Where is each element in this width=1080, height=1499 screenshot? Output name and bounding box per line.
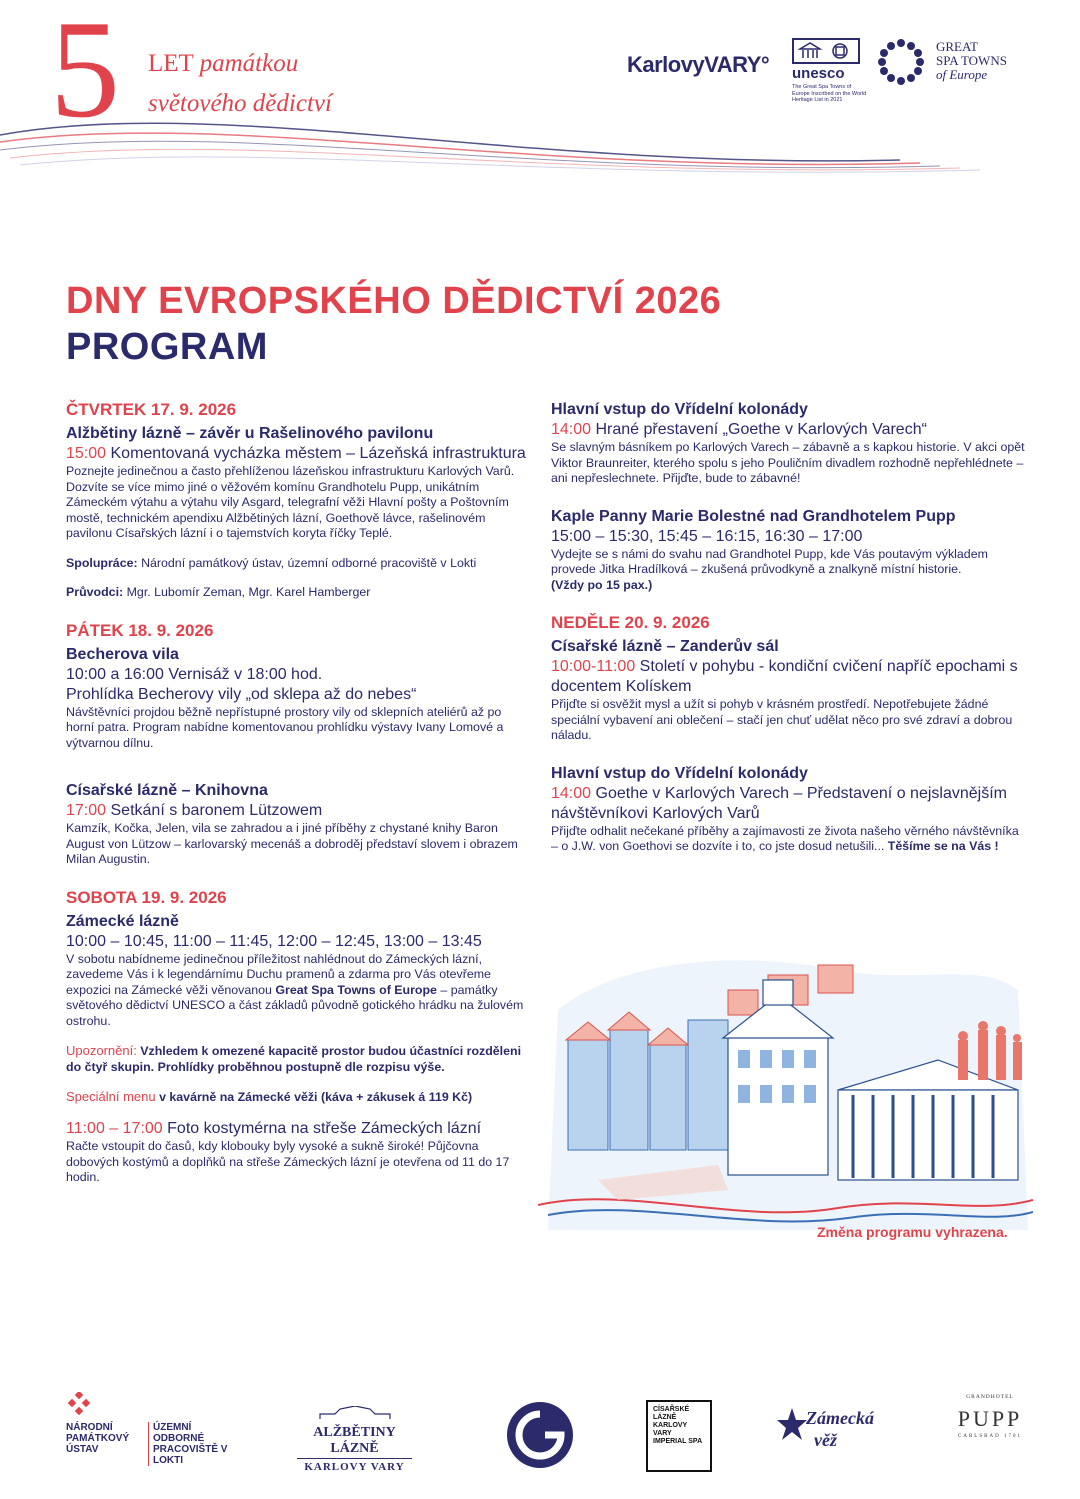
anniversary-let: LET bbox=[148, 50, 194, 77]
gst-line1: GREAT bbox=[936, 39, 978, 54]
event-times-zamecke: 10:00 – 10:45, 11:00 – 11:45, 12:00 – 12:45, 13:00 – 13:45 bbox=[66, 932, 482, 950]
great-spa-towns-flower-icon bbox=[877, 38, 925, 86]
guides-note bbox=[66, 585, 531, 601]
event-time: 14:00 bbox=[551, 784, 592, 802]
unesco-logo bbox=[792, 38, 867, 104]
day-heading-sunday: NEDĚLE 20. 9. 2026 bbox=[551, 613, 710, 632]
event-title: Foto kostymérna na střeše Zámeckých lázní bbox=[167, 1120, 482, 1137]
venue-vridelni-kolonada: Hlavní vstup do Vřídelní kolonády bbox=[551, 401, 808, 418]
karlovy-vary-logo: KarlovyVARY° bbox=[627, 52, 770, 77]
venue-becherova-vila: Becherova vila bbox=[66, 645, 179, 663]
npu-mark-icon bbox=[66, 1392, 96, 1418]
venue-kaple-pmb: Kaple Panny Marie Bolestné nad Grandhotelem Pupp bbox=[551, 507, 956, 525]
event-description: Poznejte jedinečnou a často přehlíženou lázeňskou infrastrukturu Karlových Varů. Dozvíte se více mimo jiné o věžovém komínu Grandhotelu Pupp, unikátním Zámeckém výtahu a výtahu vily Asgard, telegrafní věži Hlavní pošty a Poštovním mostě, technickém apendixu Alžbětiných lázní, Goethově lávce, rašelinovém pavilonu Císařských lázní i o tajemstvích koryta říčky Teplé. bbox=[66, 464, 515, 540]
cooperation-text: Národní památkový ústav, územní odborné pracoviště v Lokti bbox=[141, 555, 477, 570]
desc-part: Přijďte odhalit nečekané příběhy a zajímavosti ze života našeho věrného návštěvníka – o J.W. von Goethovi se dozvíte i to, co jste dosud netušili... bbox=[551, 823, 1019, 853]
desc-bold-gst: Great Spa Towns of Europe bbox=[275, 982, 437, 997]
event-title: Hrané přestavení „Goethe v Karlových Varech“ bbox=[595, 421, 927, 438]
vez-text: věž bbox=[814, 1430, 837, 1450]
unesco-temple-icon bbox=[792, 38, 860, 64]
event-time: 10:00-11:00 bbox=[551, 658, 636, 675]
guides-text: Mgr. Lubomír Zeman, Mgr. Karel Hamberger bbox=[126, 585, 371, 599]
venue-zamecke-lazne: Zámecké lázně bbox=[66, 912, 179, 930]
guides-label: Průvodci: bbox=[66, 585, 124, 599]
event-time: 14:00 bbox=[551, 421, 592, 438]
anniversary-pamatkou: památkou bbox=[199, 50, 299, 77]
alzbetiny-city: KARLOVY VARY bbox=[304, 1461, 405, 1473]
page-title: DNY EVROPSKÉHO DĚDICTVÍ 2026 bbox=[66, 280, 722, 322]
partner-logos bbox=[0, 1380, 1080, 1480]
g-circle-logo-icon bbox=[505, 1400, 575, 1470]
event-goethe-predstaveni bbox=[551, 784, 1026, 824]
warning-note bbox=[66, 1043, 531, 1075]
day-heading-thursday: ČTVRTEK 17. 9. 2026 bbox=[66, 400, 237, 419]
event-title: Komentovaná vycházka městem – Lázeňská infrastruktura bbox=[110, 445, 526, 462]
event-description-lutzow: Kamzík, Kočka, Jelen, vila se zahradou a i jiné příběhy z chystané knihy Baron August von Lützow – karlovarský mecenáš a dobroděj představí slovem i obrazem Milan Augustin. bbox=[66, 821, 518, 866]
pupp-name: PUPP bbox=[957, 1406, 1023, 1431]
event-title-becherova: Prohlídka Becherovy vily „od sklepa až do nebes“ bbox=[66, 685, 417, 703]
day-heading-saturday: SOBOTA 19. 9. 2026 bbox=[66, 887, 227, 907]
gst-line2: SPA TOWNS bbox=[936, 53, 1007, 68]
event-times-kaple: 15:00 – 15:30, 15:45 – 16:15, 16:30 – 17:00 bbox=[551, 527, 863, 545]
event-time: 15:00 bbox=[66, 445, 107, 462]
unesco-word: unesco bbox=[792, 65, 845, 82]
warning-label: Upozornění: bbox=[66, 1043, 137, 1058]
pupp-since: CARLSBAD 1701 bbox=[958, 1434, 1022, 1439]
great-spa-towns-logo bbox=[936, 40, 1007, 82]
program-change-note: Změna programu vyhrazena. bbox=[817, 1224, 1008, 1240]
karlovy-vary-illustration bbox=[538, 950, 1033, 1230]
event-description-pohyb: Přijďte si osvěžit mysl a užít si pohyb v krásném prostředí. Nepotřebujete žádné speciální vybavení ani oblečení – stačí jen chuť udělat něco pro své zdraví a dobrou náladu. bbox=[551, 697, 1013, 742]
event-description-kaple: Vydejte se s námi do svahu nad Grandhotel Pupp, kde Vás poutavým výkladem provede Jitka Hradílková – zkušená průvodkyně a znalkyně místní historie. bbox=[551, 546, 988, 576]
alzbetiny-lazne-logo bbox=[297, 1406, 412, 1473]
day-heading-friday: PÁTEK 18. 9. 2026 bbox=[66, 620, 214, 640]
special-menu-label: Speciální menu bbox=[66, 1089, 156, 1104]
cooperation-note bbox=[66, 556, 531, 572]
pupp-grandhotel: GRANDHOTEL bbox=[966, 1394, 1014, 1400]
desc-part: – památky světového dědictví UNESCO a část základů původně gotického hrádku na žulovém ostrohu. bbox=[66, 982, 524, 1028]
zamecka-text: Zámecká bbox=[806, 1408, 874, 1428]
header-swoosh bbox=[0, 0, 1080, 175]
desc-part: V sobotu nabídneme jedinečnou příležitost nahlédnout do Zámeckých lázní, zavedeme Vás i k legendárnímu Duchu pramenů a zdarma pro Vás otevřeme expozici na Zámecké věži věnovanou bbox=[66, 951, 491, 997]
anniversary-number: 5 bbox=[50, 0, 120, 147]
gst-line3: of Europe bbox=[936, 67, 988, 82]
event-hrane-predstaveni bbox=[551, 420, 1026, 440]
event-time: 17:00 bbox=[66, 802, 107, 819]
event-komentovana-vychazka bbox=[66, 444, 531, 464]
event-setkani-lutzow bbox=[66, 801, 531, 821]
event-title: Goethe v Karlových Varech – Představení o nejslavnějším návštěvníkovi Karlových Varů bbox=[551, 784, 1007, 822]
alzbetiny-text: ALŽBĚTINY LÁZNĚ bbox=[297, 1425, 412, 1459]
npu-text: NÁRODNÍ PAMÁTKOVÝ ÚSTAV bbox=[66, 1422, 130, 1455]
cisarske-lazne-logo: CÍSAŘSKÉ LÁZNĚ KARLOVY VARY IMPERIAL SPA bbox=[646, 1400, 712, 1472]
special-menu-text: v kavárně na Zámecké věži (káva + zákusek á 119 Kč) bbox=[155, 1090, 473, 1104]
event-description-goethe: Se slavným básníkem po Karlových Varech – zábavně a s kapkou historie. V akci opět Viktor Braunreiter, kterého spolu s jeho Pouličním divadlem rozhodně nepřehlédnete – ani nepřeslechnete. Přijďte, bude to zábavné! bbox=[551, 440, 1025, 485]
npu-branch-text: ÚZEMNÍ ODBORNÉ PRACOVIŠTĚ V LOKTI bbox=[148, 1422, 243, 1466]
page-subtitle: PROGRAM bbox=[66, 326, 268, 368]
anniversary-line1 bbox=[148, 50, 298, 78]
event-title: Setkání s baronem Lützowem bbox=[110, 802, 323, 819]
event-foto-kostymerna bbox=[66, 1119, 531, 1139]
venue-vridelni-kolonada-2: Hlavní vstup do Vřídelní kolonády bbox=[551, 764, 808, 782]
event-times-becherova: 10:00 a 16:00 Vernisáž v 18:00 hod. bbox=[66, 665, 323, 683]
event-description-zamecke bbox=[66, 952, 531, 1030]
venue-zanderuv-sal: Císařské lázně – Zanderův sál bbox=[551, 638, 779, 655]
event-stoleti-v-pohybu bbox=[551, 657, 1026, 697]
event-time: 11:00 – 17:00 bbox=[66, 1120, 163, 1137]
cooperation-label: Spolupráce: bbox=[66, 555, 138, 570]
grandhotel-pupp-logo bbox=[955, 1394, 1025, 1439]
unesco-inscription: The Great Spa Towns of Europe Inscribed on the World Heritage List in 2021 bbox=[792, 84, 867, 103]
header bbox=[0, 0, 1080, 175]
group-size-note: (Vždy po 15 pax.) bbox=[551, 577, 653, 592]
warning-text: Vzhledem k omezené kapacitě prostor budou účastníci rozděleni do čtyř skupin. Prohlídky proběhnou postupně dle rozpisu výše. bbox=[66, 1044, 522, 1074]
venue-alzbetiny-lazne: Alžbětiny lázně – závěr u Rašelinového pavilonu bbox=[66, 425, 434, 442]
desc-bold: Těšíme se na Vás ! bbox=[887, 839, 999, 853]
event-description-becherova: Návštěvníci projdou běžně nepřístupné prostory vily od sklepních ateliérů až po horní patra. Program nabídne komentovanou prohlídku výstavy Ivany Lomové a výtvarnou dílnu. bbox=[66, 704, 504, 750]
alzbetiny-building-icon bbox=[315, 1406, 395, 1420]
special-menu-note bbox=[66, 1089, 531, 1105]
event-description-kostymerna: Račte vstoupit do časů, kdy klobouky byly vysoké a sukně široké! Půjčovna dobových kostýmů a doplňků na střeše Zámeckých lázní je otevřena od 11 do 17 hodin. bbox=[66, 1139, 510, 1184]
event-title: Století v pohybu - kondiční cvičení napříč epochami s docentem Kolískem bbox=[551, 658, 1018, 695]
zamecka-vez-star-icon bbox=[776, 1406, 808, 1446]
program-right-column bbox=[551, 400, 1026, 855]
venue-cisarske-knihovna: Císařské lázně – Knihovna bbox=[66, 782, 268, 799]
event-description-goethe-2 bbox=[551, 824, 1026, 855]
anniversary-line2: světového dědictví bbox=[148, 90, 332, 117]
program-left-column bbox=[66, 400, 531, 1186]
